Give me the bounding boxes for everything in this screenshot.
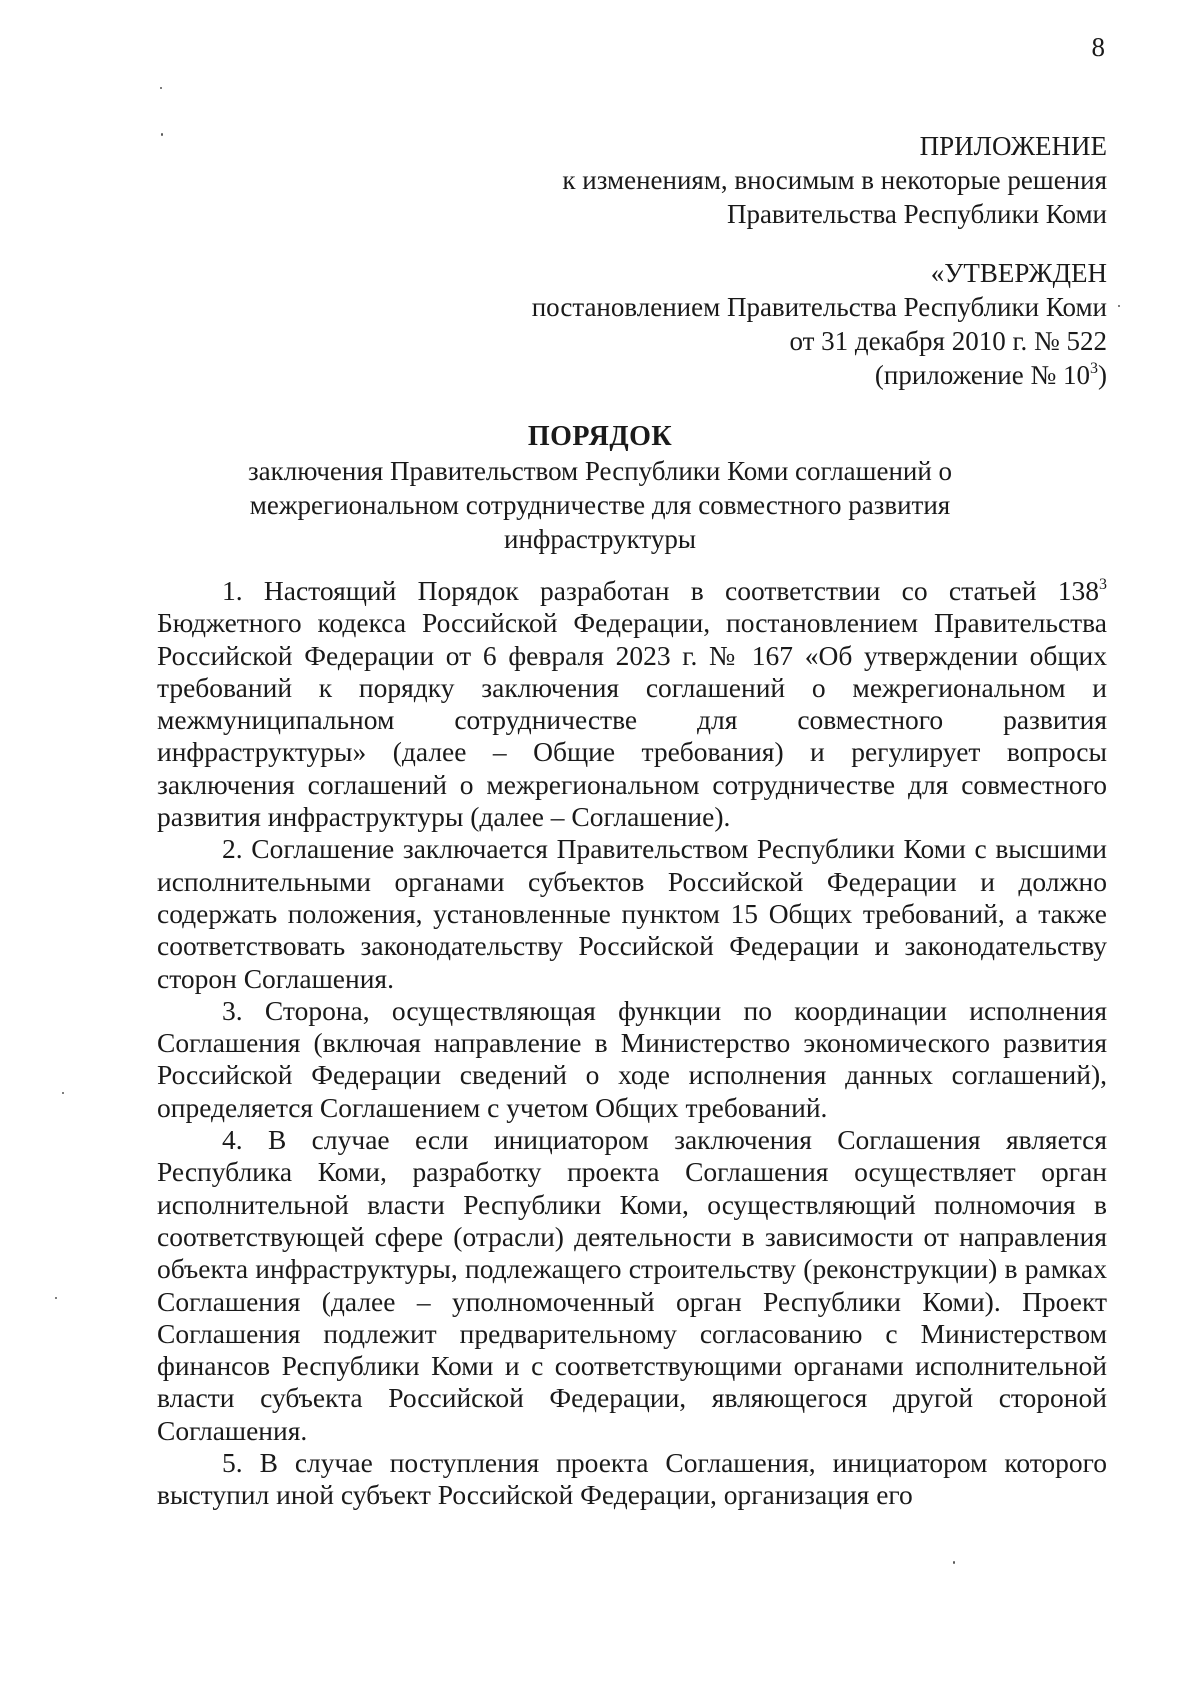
- paragraph-1-start: 1. Настоящий Порядок разработан в соответствии со статьей 138: [222, 575, 1099, 606]
- document-title: ПОРЯДОК: [527, 421, 673, 452]
- document-subtitle-line-3: инфраструктуры: [504, 524, 696, 554]
- scan-speck: [62, 1092, 64, 1094]
- paragraph-1-rest: Бюджетного кодекса Российской Федерации, постановлением Правительства Российской Федерации от 6 февраля 2023 г. № 167 «Об утверждении общих требований к порядку заключения соглашений о межрегиональном и межмуниципальном сотрудничестве для совместного развития инфраструктуры» (далее – Общие требования) и регулирует вопросы заключения соглашений о межрегиональном сотрудничестве для совместного развития инфраструктуры (далее – Соглашение).: [157, 607, 1107, 833]
- appendix-line-2: Правительства Республики Коми: [726, 199, 1107, 229]
- scan-speck: [55, 1297, 57, 1299]
- paragraph-3: 3. Сторона, осуществляющая функции по координации исполнения Соглашения (включая направление в Министерство экономического развития Российской Федерации сведений о ходе исполнения данных соглашений), определяется Соглашением с учетом Общих требований.: [157, 994, 1107, 1123]
- approved-line-2: постановлением Правительства Республики Коми: [531, 292, 1107, 322]
- approved-line-1: «УТВЕРЖДЕН: [930, 258, 1107, 288]
- approved-line-3: от 31 декабря 2010 г. № 522: [789, 326, 1107, 356]
- appendix-heading: ПРИЛОЖЕНИЕ: [919, 131, 1107, 161]
- scan-speck: [953, 1561, 955, 1564]
- approved-line-4-prefix: (приложение № 10: [874, 360, 1090, 390]
- scan-speck: [160, 87, 162, 89]
- approval-stamp-block: [532, 256, 1107, 392]
- document-title-block: [100, 420, 1100, 556]
- paragraph-5: 5. В случае поступления проекта Соглашения, инициатором которого выступил иной субъект Российской Федерации, организация его: [157, 1447, 1107, 1511]
- document-subtitle-line-2: межрегиональном сотрудничестве для совместного развития: [249, 490, 951, 520]
- approved-line-4-superscript: 3: [1090, 360, 1098, 377]
- appendix-line-1: к изменениям, вносимым в некоторые решения: [562, 165, 1107, 195]
- paragraph-1: [157, 575, 1107, 833]
- document-body: [157, 575, 1107, 1512]
- scan-speck: [1118, 305, 1120, 307]
- document-subtitle-line-1: заключения Правительством Республики Коми соглашений о: [247, 456, 953, 486]
- paragraph-1-superscript: 3: [1099, 575, 1107, 593]
- paragraph-4: 4. В случае если инициатором заключения Соглашения является Республика Коми, разработку проекта Соглашения осуществляет орган исполнительной власти Республики Коми, осуществляющий полномочия в соответствующей сфере (отрасли) деятельности в зависимости от направления объекта инфраструктуры, подлежащего строительству (реконструкции) в рамках Соглашения (далее – уполномоченный орган Республики Коми). Проект Соглашения подлежит предварительному согласованию с Министерством финансов Республики Коми и с соответствующими органами исполнительной власти субъекта Российской Федерации, являющегося другой стороной Соглашения.: [157, 1124, 1107, 1446]
- paragraph-2: 2. Соглашение заключается Правительством Республики Коми с высшими исполнительными органами субъектов Российской Федерации и должно содержать положения, установленные пунктом 15 Общих требований, а также соответствовать законодательству Российской Федерации и законодательству сторон Соглашения.: [157, 833, 1107, 994]
- appendix-header: [562, 129, 1107, 231]
- approved-line-4: [532, 358, 1107, 392]
- approved-line-4-suffix: ): [1098, 360, 1107, 390]
- page-number: 8: [1091, 32, 1105, 62]
- scan-speck: [161, 133, 163, 136]
